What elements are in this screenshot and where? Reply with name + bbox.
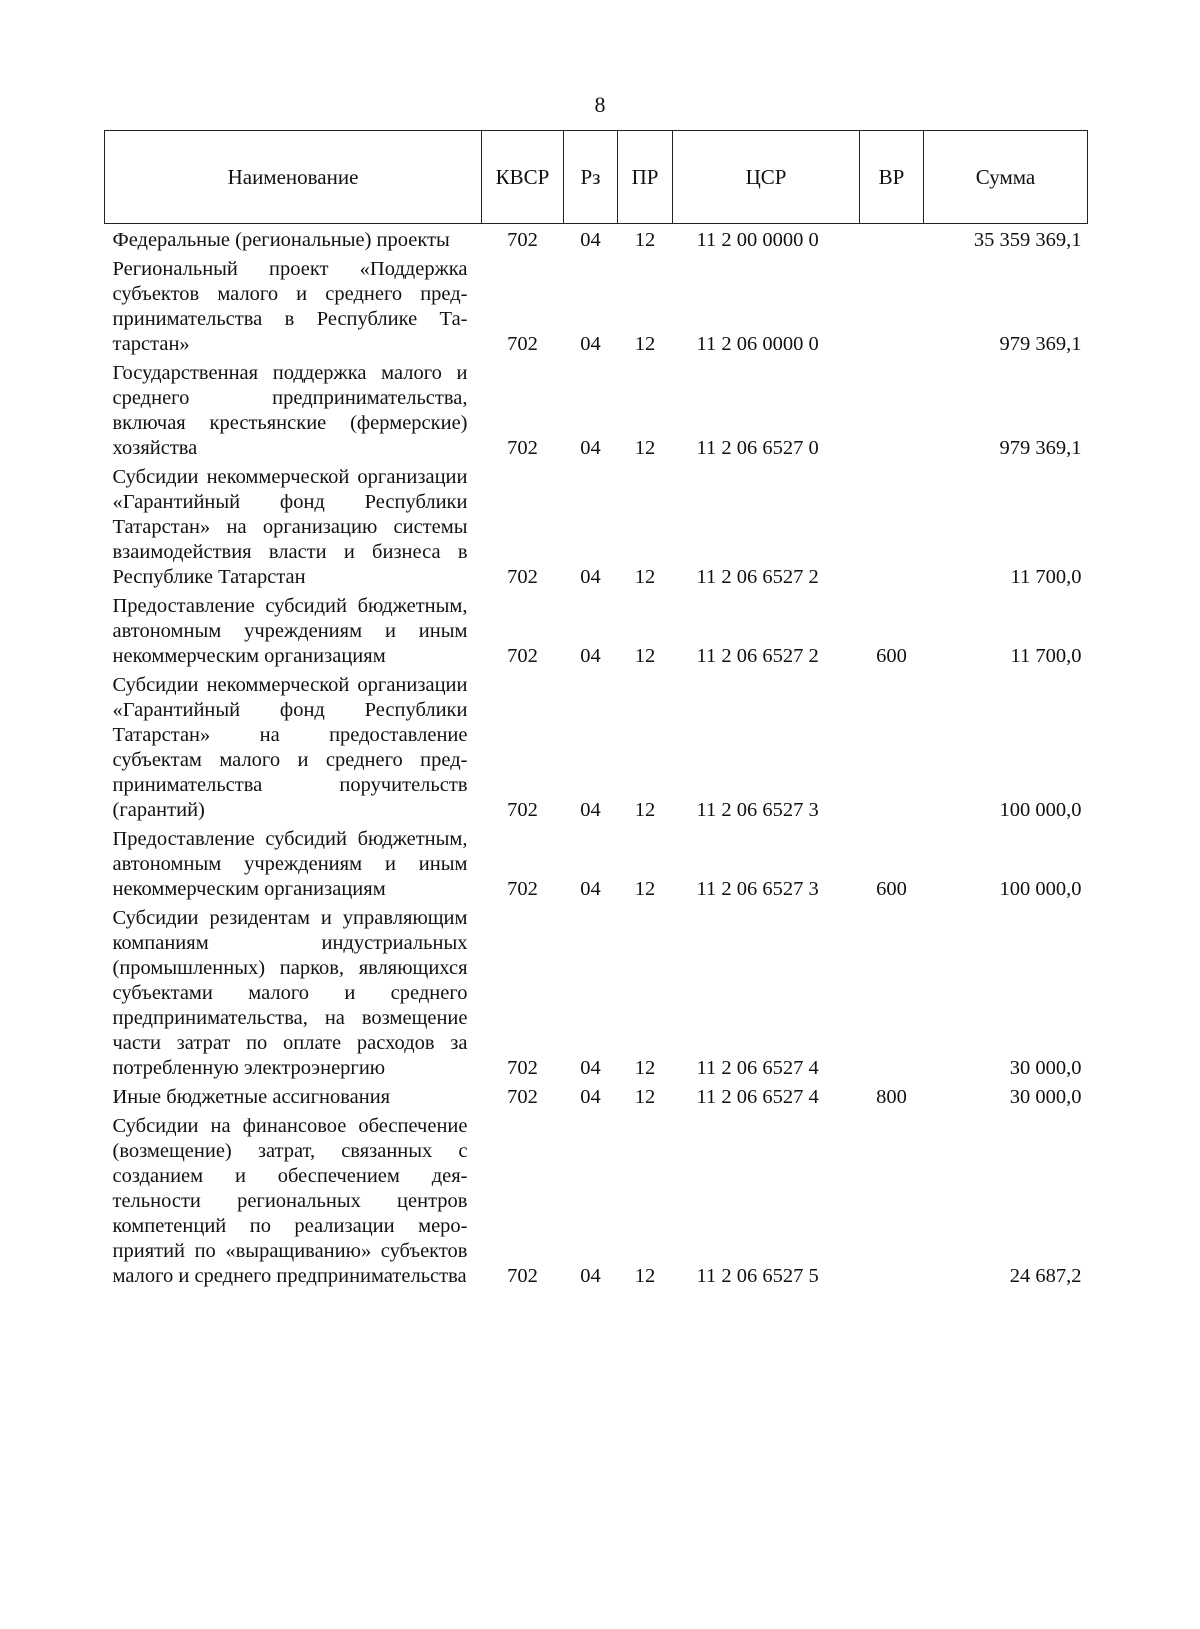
- table-body: [105, 224, 1088, 1290]
- table-row: [105, 253, 1088, 357]
- table-row: [105, 590, 1088, 669]
- cell-csr: 11 2 06 6527 4: [696, 1086, 819, 1108]
- cell-rz: 04: [580, 1086, 601, 1108]
- cell-rz: 04: [580, 1265, 601, 1287]
- header-rz: Рз: [564, 131, 618, 224]
- cell-kvsr: 702: [507, 1057, 538, 1079]
- cell-sum: 979 369,1: [999, 437, 1082, 459]
- cell-vr: [860, 902, 924, 1081]
- cell-name: Государственная поддержка малого и среднего предпринимательства, включая крестьянские (фермерские) хозяйства: [112, 362, 468, 459]
- cell-sum: 100 000,0: [999, 799, 1082, 821]
- cell-name: Субсидии резидентам и управляющим компаниям индустриальных (промышленных) парков, являющихся субъектами малого и среднего предпринимательства, на возмещение части затрат по оплате расходов за потребленную электроэнергию: [112, 907, 468, 1079]
- cell-sum: 30 000,0: [1009, 1057, 1082, 1079]
- cell-csr: 11 2 06 6527 2: [696, 645, 819, 667]
- cell-csr: 11 2 06 0000 0: [696, 333, 819, 355]
- cell-name: Иные бюджетные ассигнования: [112, 1086, 391, 1108]
- header-pr: ПР: [618, 131, 673, 224]
- cell-kvsr: 702: [507, 878, 538, 900]
- cell-rz: 04: [580, 799, 601, 821]
- cell-name: Предоставление субсидий бюджетным, автономным учреждениям и иным некоммерческим организациям: [112, 595, 468, 667]
- cell-vr: 600: [876, 878, 907, 900]
- cell-rz: 04: [580, 437, 601, 459]
- cell-csr: 11 2 06 6527 4: [696, 1057, 819, 1079]
- table-row: [105, 669, 1088, 823]
- cell-sum: 11 700,0: [1010, 645, 1082, 667]
- table-row: [105, 1081, 1088, 1110]
- cell-vr: [860, 253, 924, 357]
- cell-pr: 12: [634, 1057, 656, 1079]
- page-number: 8: [594, 92, 606, 117]
- cell-vr: [860, 224, 924, 254]
- table-row: [105, 1110, 1088, 1289]
- cell-name: Субсидии некоммерческой организации «Гарантийный фонд Республики Татарстан» на организацию системы взаимодействия власти и бизнеса в Республике Татарстан: [112, 466, 468, 588]
- cell-sum: 100 000,0: [999, 878, 1082, 900]
- cell-csr: 11 2 06 6527 0: [696, 437, 819, 459]
- cell-sum: 24 687,2: [1009, 1265, 1082, 1287]
- header-kvsr: КВСР: [482, 131, 564, 224]
- cell-vr: [860, 357, 924, 461]
- cell-rz: 04: [580, 566, 601, 588]
- cell-csr: 11 2 06 6527 5: [696, 1265, 819, 1287]
- cell-vr: 600: [876, 645, 907, 667]
- cell-name: Предоставление субсидий бюджетным, автономным учреждениям и иным некоммерческим организациям: [112, 828, 468, 900]
- cell-pr: 12: [634, 229, 656, 251]
- cell-kvsr: 702: [507, 437, 538, 459]
- cell-sum: 30 000,0: [1009, 1086, 1082, 1108]
- cell-pr: 12: [634, 799, 656, 821]
- cell-kvsr: 702: [507, 1265, 538, 1287]
- header-sum: Сумма: [924, 131, 1088, 224]
- cell-pr: 12: [634, 645, 656, 667]
- header-vr: ВР: [860, 131, 924, 224]
- cell-pr: 12: [634, 333, 656, 355]
- cell-csr: 11 2 06 6527 3: [696, 878, 819, 900]
- cell-kvsr: 702: [507, 229, 538, 251]
- header-csr: ЦСР: [673, 131, 860, 224]
- cell-vr: [860, 669, 924, 823]
- cell-name: Субсидии некоммерческой организации «Гарантийный фонд Республики Татарстан» на предоставление субъектам малого и среднего предпринимательства поручительств (гарантий): [112, 674, 468, 821]
- cell-pr: 12: [634, 1086, 656, 1108]
- cell-kvsr: 702: [507, 333, 538, 355]
- cell-kvsr: 702: [507, 799, 538, 821]
- table-row: [105, 461, 1088, 590]
- cell-rz: 04: [580, 333, 601, 355]
- cell-kvsr: 702: [507, 1086, 538, 1108]
- cell-vr: 800: [876, 1086, 907, 1108]
- table-row: [105, 823, 1088, 902]
- cell-pr: 12: [634, 1265, 656, 1287]
- cell-sum: 979 369,1: [999, 333, 1082, 355]
- cell-vr: [860, 461, 924, 590]
- cell-rz: 04: [580, 645, 601, 667]
- cell-rz: 04: [580, 229, 601, 251]
- cell-pr: 12: [634, 437, 656, 459]
- cell-rz: 04: [580, 878, 601, 900]
- table-row: [105, 224, 1088, 254]
- cell-kvsr: 702: [507, 645, 538, 667]
- table-header: [105, 131, 1088, 224]
- cell-pr: 12: [634, 566, 656, 588]
- cell-csr: 11 2 00 0000 0: [696, 229, 819, 251]
- budget-table: [104, 130, 1088, 1289]
- cell-pr: 12: [634, 878, 656, 900]
- cell-name: Субсидии на финансовое обеспечение (возмещение) затрат, связанных с созданием и обеспечением деятельности региональных центров компетенций по реализации мероприятий по «выращиванию» субъектов малого и среднего предпринимательства: [112, 1115, 468, 1287]
- header-name: Наименование: [105, 131, 482, 224]
- table-row: [105, 357, 1088, 461]
- cell-vr: [860, 1110, 924, 1289]
- cell-csr: 11 2 06 6527 2: [696, 566, 819, 588]
- table-row: [105, 902, 1088, 1081]
- cell-csr: 11 2 06 6527 3: [696, 799, 819, 821]
- cell-rz: 04: [580, 1057, 601, 1079]
- cell-sum: 11 700,0: [1010, 566, 1082, 588]
- cell-name: Федеральные (региональные) проекты: [112, 229, 450, 251]
- cell-sum: 35 359 369,1: [973, 229, 1082, 251]
- cell-name: Региональный проект «Поддержка субъектов малого и среднего предпринимательства в Республике Татарстан»: [112, 258, 468, 355]
- cell-kvsr: 702: [507, 566, 538, 588]
